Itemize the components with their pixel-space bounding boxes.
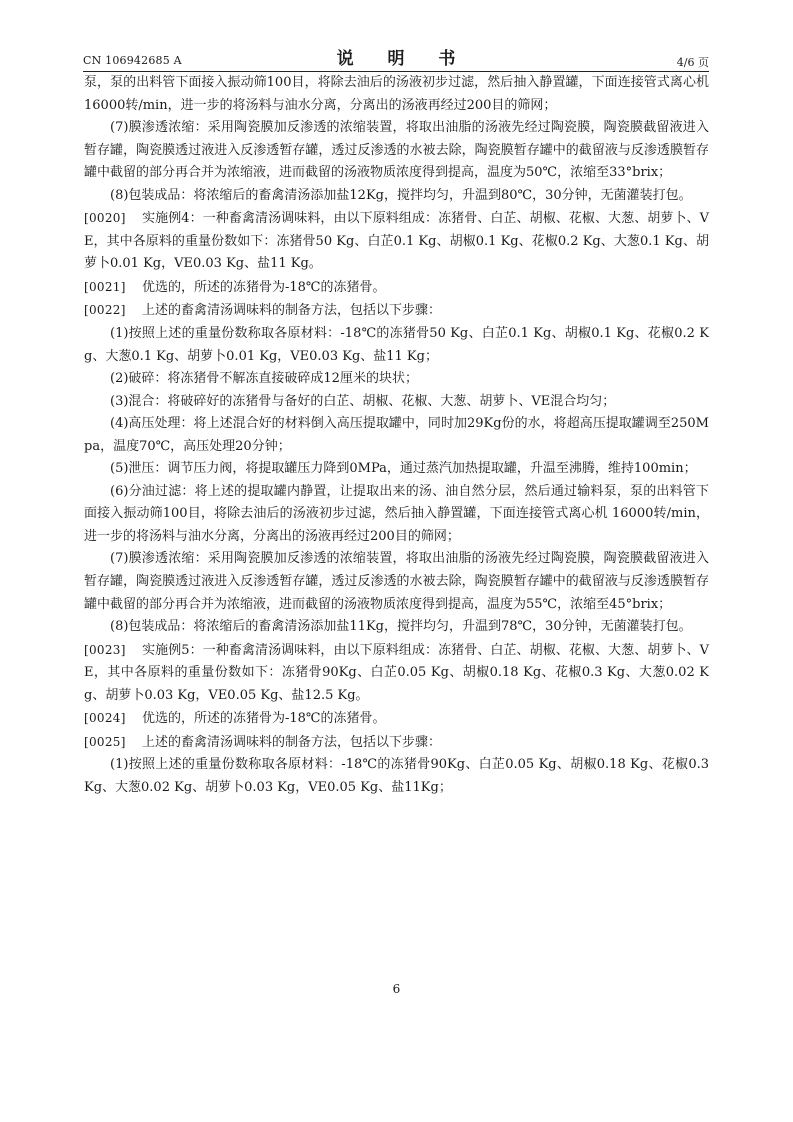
paragraph-text: (2)破碎：将冻猪骨不解冻直接破碎成12厘米的块状； bbox=[110, 371, 418, 387]
paragraph-number: [0025] bbox=[84, 734, 126, 749]
paragraph-number: [0023] bbox=[84, 642, 126, 657]
numbered-paragraph bbox=[84, 731, 709, 755]
paragraph bbox=[84, 458, 709, 481]
paragraph bbox=[84, 548, 709, 616]
paragraph bbox=[84, 185, 709, 208]
paragraph-text: (7)膜渗透浓缩：采用陶瓷膜加反渗透的浓缩装置，将取出油脂的汤液先经过陶瓷膜，陶瓷膜截留液进入暂存罐，陶瓷膜透过液进入反渗透暂存罐，透过反渗透的水被去除，陶瓷膜暂存罐中的截留液与反渗透膜暂存罐中截留的部分再合并为浓缩液，进而截留的汤液物质浓度得到提高，温度为55℃，浓缩至45°brix； bbox=[84, 551, 709, 612]
page-indicator: 4/6 页 bbox=[676, 56, 709, 69]
page-number: 6 bbox=[392, 982, 401, 996]
paragraph bbox=[84, 323, 709, 368]
paragraph bbox=[84, 481, 709, 549]
paragraph-text: (3)混合：将破碎好的冻猪骨与备好的白芷、胡椒、花椒、大葱、胡萝卜、VE混合均匀； bbox=[110, 393, 616, 409]
paragraph-text: (8)包装成品：将浓缩后的畜禽清汤添加盐11Kg，搅拌均匀，升温到78℃，30分钟，无菌灌装打包。 bbox=[110, 619, 692, 635]
numbered-paragraph bbox=[84, 207, 709, 276]
paragraph-number: [0022] bbox=[84, 303, 126, 318]
paragraph-text: (1)按照上述的重量份数称取各原材料：-18℃的冻猪骨50 Kg、白芷0.1 Kg、胡椒0.1 Kg、花椒0.2 Kg、大葱0.1 Kg、胡萝卜0.01 Kg，VE0.03 Kg、盐11 Kg； bbox=[84, 326, 709, 364]
paragraph bbox=[84, 117, 709, 185]
paragraph-text: (8)包装成品：将浓缩后的畜禽清汤添加盐12Kg，搅拌均匀，升温到80℃，30分钟，无菌灌装打包。 bbox=[110, 187, 692, 203]
paragraph-text: 泵，泵的出料管下面接入振动筛100目，将除去油后的汤液初步过滤，然后抽入静置罐，下面连接管式离心机 16000转/min，进一步的将汤料与油水分离，分离出的汤液再经过200目的筛网； bbox=[84, 75, 709, 113]
numbered-paragraph bbox=[84, 299, 709, 323]
page-header bbox=[83, 44, 709, 70]
paragraph bbox=[84, 616, 709, 639]
numbered-paragraph bbox=[84, 707, 709, 731]
document-title: 说 明 书 bbox=[336, 49, 470, 69]
paragraph-text: (5)泄压：调节压力阀，将提取罐压力降到0MPa，通过蒸汽加热提取罐，升温至沸腾，维持100min； bbox=[110, 461, 697, 477]
paragraph bbox=[84, 391, 709, 414]
paragraph-text: 优选的，所述的冻猪骨为-18℃的冻猪骨。 bbox=[142, 279, 386, 295]
paragraph-number: [0024] bbox=[84, 711, 126, 726]
paragraph-number: [0020] bbox=[84, 211, 126, 226]
paragraph-text: 实施例5：一种畜禽清汤调味料，由以下原料组成：冻猪骨、白芷、胡椒、花椒、大葱、胡萝卜、VE，其中各原料的重量份数如下：冻猪骨90Kg、白芷0.05 Kg、胡椒0.18 Kg、花椒0.3 Kg、大葱0.02 Kg、胡萝卜0.03 Kg，VE0.05 Kg、盐12.5 Kg。 bbox=[84, 642, 709, 703]
numbered-paragraph bbox=[84, 276, 709, 300]
paragraph-text: 实施例4：一种畜禽清汤调味料，由以下原料组成：冻猪骨、白芷、胡椒、花椒、大葱、胡萝卜、VE，其中各原料的重量份数如下：冻猪骨50 Kg、白芷0.1 Kg、胡椒0.1 Kg、花椒0.2 Kg、大葱0.1 Kg、胡萝卜0.01 Kg，VE0.03 Kg、盐11 Kg。 bbox=[84, 211, 709, 272]
paragraph-text: (7)膜渗透浓缩：采用陶瓷膜加反渗透的浓缩装置，将取出油脂的汤液先经过陶瓷膜，陶瓷膜截留液进入暂存罐，陶瓷膜透过液进入反渗透暂存罐，透过反渗透的水被去除，陶瓷膜暂存罐中的截留液与反渗透膜暂存罐中截留的部分再合并为浓缩液，进而截留的汤液物质浓度得到提高，温度为50℃，浓缩至33°brix； bbox=[84, 120, 709, 181]
paragraph-text: 优选的，所述的冻猪骨为-18℃的冻猪骨。 bbox=[142, 711, 386, 727]
paragraph-text: (6)分油过滤：将上述的提取罐内静置，让提取出来的汤、油自然分层，然后通过输料泵，泵的出料管下面接入振动筛100目，将除去油后的汤液初步过滤，然后抽入静置罐，下面连接管式离心机 16000转/min，进一步的将汤料与油水分离，分离出的汤液再经过200目的筛网； bbox=[84, 483, 709, 544]
paragraph-number: [0021] bbox=[84, 279, 126, 294]
paragraph bbox=[84, 413, 709, 458]
numbered-paragraph bbox=[84, 639, 709, 708]
paragraph-text: (1)按照上述的重量份数称取各原材料：-18℃的冻猪骨90Kg、白芷0.05 Kg、胡椒0.18 Kg、花椒0.3 Kg、大葱0.02 Kg、胡萝卜0.03 Kg，VE0.05 Kg、盐11Kg； bbox=[84, 757, 709, 795]
paragraph bbox=[84, 72, 709, 117]
paragraph-text: (4)高压处理：将上述混合好的材料倒入高压提取罐中，同时加29Kg份的水，将超高压提取罐调至250Mpa，温度70℃，高压处理20分钟； bbox=[84, 416, 709, 454]
paragraph-text: 上述的畜禽清汤调味料的制备方法，包括以下步骤： bbox=[142, 734, 442, 750]
paragraph bbox=[84, 754, 709, 799]
paragraph bbox=[84, 368, 709, 391]
document-body bbox=[84, 72, 709, 800]
publication-number: CN 106942685 A bbox=[83, 54, 182, 67]
paragraph-text: 上述的畜禽清汤调味料的制备方法，包括以下步骤： bbox=[142, 303, 442, 319]
